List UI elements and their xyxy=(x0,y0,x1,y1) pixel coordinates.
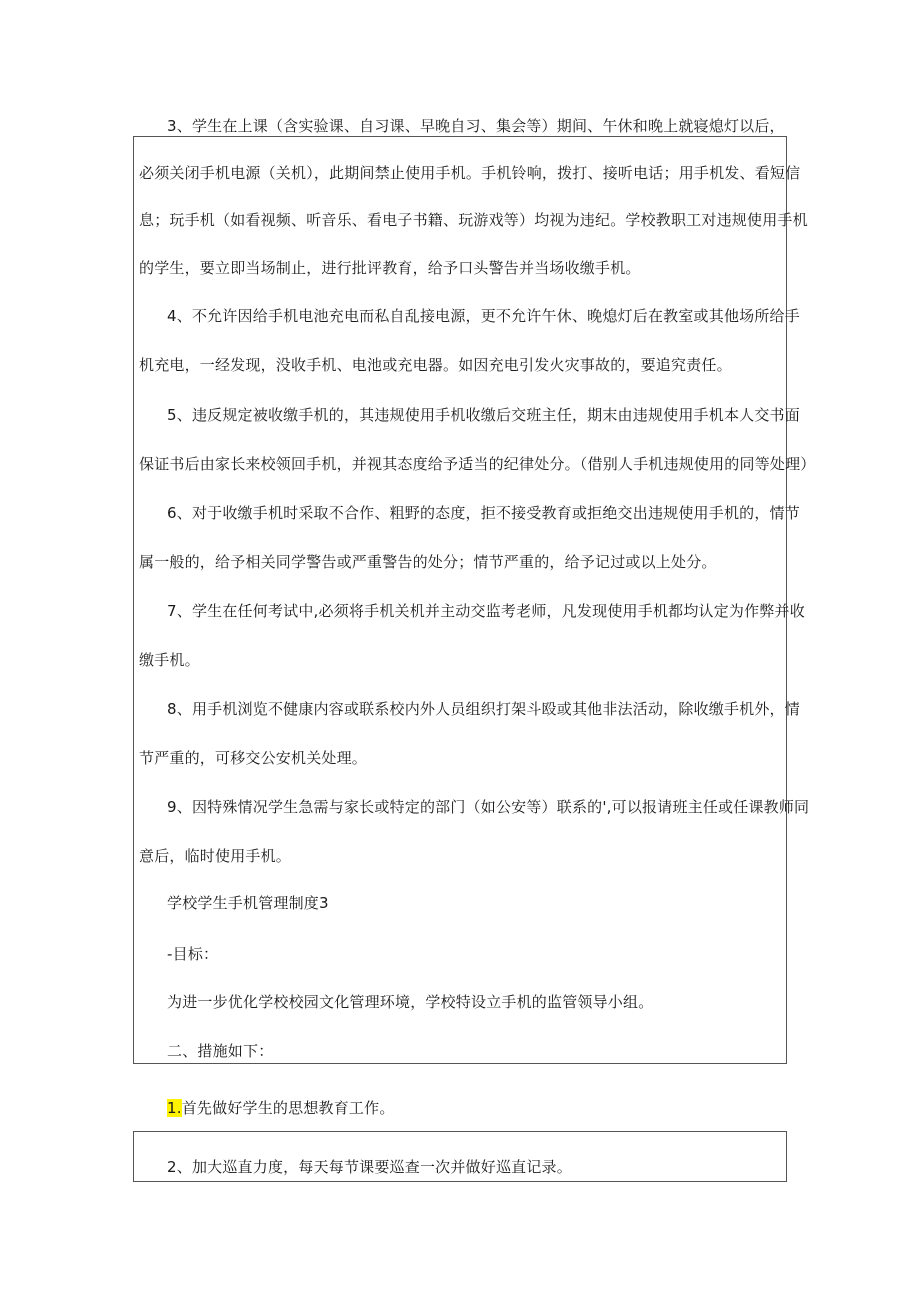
paragraph-line: 7、学生在任何考试中,必须将手机关机并主动交监考老师，凡发现使用手机都均认定为作弊并收 xyxy=(167,602,805,620)
paragraph-line: 5、违反规定被收缴手机的，其违规使用手机收缴后交班主任，期末由违规使用手机本人交书面 xyxy=(167,406,800,424)
paragraph-line: 节严重的，可移交公安机关处理。 xyxy=(139,749,368,767)
paragraph-line: -目标： xyxy=(167,945,219,963)
paragraph-line: 8、用手机浏览不健康内容或联系校内外人员组织打架斗殴或其他非法活动，除收缴手机外，情 xyxy=(167,700,800,718)
paragraph-line: 属一般的，给予相关同学警告或严重警告的处分；情节严重的，给予记过或以上处分。 xyxy=(139,553,717,571)
paragraph-line: 机充电，一经发现，没收手机、电池或充电器。如因充电引发火灾事故的，要追究责任。 xyxy=(139,356,732,374)
section-heading: 学校学生手机管理制度3 xyxy=(167,894,329,912)
list-item-1-text: 首先做好学生的思想教育工作。 xyxy=(181,1099,395,1117)
paragraph-line: 息；玩手机（如看视频、听音乐、看电子书籍、玩游戏等）均视为违纪。学校教职工对违规使用手机 xyxy=(139,211,808,229)
paragraph-line: 的学生，要立即当场制止，进行批评教育，给予口头警告并当场收缴手机。 xyxy=(139,259,641,277)
list-item-2: 2、加大巡直力度，每天每节课要巡查一次并做好巡直记录。 xyxy=(167,1158,572,1176)
paragraph-line: 意后，临时使用手机。 xyxy=(139,847,292,865)
paragraph-line: 缴手机。 xyxy=(139,651,200,669)
paragraph-line: 二、措施如下： xyxy=(167,1042,274,1060)
highlighted-number: 1. xyxy=(167,1099,182,1117)
paragraph-line: 保证书后由家长来校领回手机，并视其态度给予适当的纪律处分。（借别人手机违规使用的同等处理） xyxy=(139,455,816,473)
paragraph-line: 6、对于收缴手机时采取不合作、粗野的态度，拒不接受教育或拒绝交出违规使用手机的，情节 xyxy=(167,504,800,522)
list-item-1 xyxy=(167,1098,395,1118)
paragraph-line: 为进一步优化学校校园文化管理环境，学校特设立手机的监管领导小组。 xyxy=(167,993,654,1011)
paragraph-line: 9、因特殊情况学生急需与家长或特定的部门（如公安等）联系的',可以报请班主任或任课教师同 xyxy=(167,798,810,816)
paragraph-line: 3、学生在上课（含实验课、自习课、早晚自习、集会等）期间、午休和晚上就寝熄灯以后， xyxy=(167,117,785,135)
paragraph-line: 必须关闭手机电源（关机），此期间禁止使用手机。手机铃响，拨打、接听电话；用手机发、看短信 xyxy=(139,164,801,182)
paragraph-line: 4、不允许因给手机电池充电而私自乱接电源，更不允许午休、晚熄灯后在教室或其他场所给手 xyxy=(167,307,800,325)
